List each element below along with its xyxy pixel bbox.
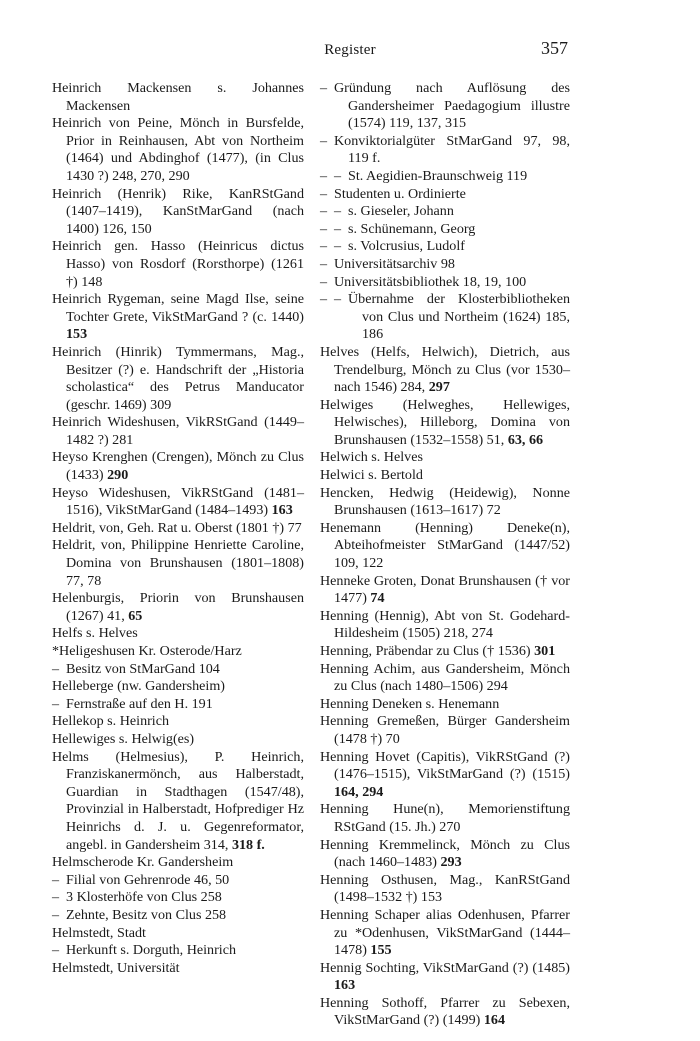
entry-text: 3 Klosterhöfe von Clus 258 [66,889,222,906]
index-entry [52,537,304,590]
index-entry [320,749,570,802]
subentry-dash: – [320,238,328,255]
entry-text: Heldrit, von, Philippine Henriette Caroline, Domina von Brunshausen (1801–1808) 77, 78 [52,537,304,589]
index-entry [320,485,570,520]
index-entry [320,995,570,1030]
entry-text: Heinrich (Henrik) Rike, KanRStGand (1407–1419), KanStMarGand (nach 1400) 126, 150 [52,185,304,237]
index-subentry [52,872,304,890]
page-reference-bold: 290 [107,467,129,484]
page-reference-bold: 74 [370,590,385,607]
entry-text: s. Schünemann, Georg [348,220,476,237]
entry-text: Heinrich (Hinrik) Tymmermans, Mag., Besitzer (?) e. Handschrift der „Historia scholastica“ des Petrus Manducator (geschr. 1469) 309 [52,343,304,413]
entry-text: Henning Deneken s. Henemann [320,695,500,712]
index-column-left [52,80,304,977]
index-subentry [320,203,570,221]
entry-text: Hencken, Hedwig (Heidewig), Nonne Brunshausen (1613–1617) 72 [320,484,570,519]
subentry-dash: – [320,255,328,272]
page-reference-bold: 163 [334,977,356,994]
index-column-right [320,80,570,1030]
index-entry [320,449,570,467]
index-entry [320,713,570,748]
index-subentry [320,238,570,256]
index-entry [320,661,570,696]
page-reference-bold: 297 [428,379,450,396]
index-entry [52,925,304,943]
index-entry [320,344,570,397]
index-entry [320,960,570,995]
index-entry [320,397,570,450]
entry-text: Henning Hovet (Capitis), VikRStGand (?) (1476–1515), VikStMarGand (?) (1515) [320,748,570,783]
entry-text: *Heligeshusen Kr. Osterode/Harz [52,643,242,659]
index-entry [320,872,570,907]
entry-text: Helmstedt, Stadt [52,924,146,941]
entry-text: Henning Sothoff, Pfarrer zu Sebexen, VikStMarGand (?) (1499) [320,994,570,1029]
entry-text: Henning Osthusen, Mag., KanRStGand (1498–1532 †) 153 [320,871,570,906]
entry-text: Henemann (Henning) Deneke(n), Abteihofmeister StMarGand (1447/52) 109, 122 [320,519,570,572]
entry-text: Henning Achim, aus Gandersheim, Mönch zu Clus (nach 1480–1506) 294 [320,660,570,695]
entry-text: Besitz von StMarGand 104 [66,660,220,677]
index-entry [320,608,570,643]
page-reference-bold: 293 [440,854,462,871]
index-entry [52,960,304,978]
index-subentry [320,274,570,292]
entry-text: Heinrich Wideshusen, VikRStGand (1449–1482 ?) 281 [52,414,304,448]
page-reference-bold: 63, 66 [507,431,544,448]
entry-text: Universitätsbibliothek 18, 19, 100 [334,273,527,290]
entry-text: Studenten u. Ordinierte [334,185,466,202]
entry-text: Universitätsarchiv 98 [334,255,455,272]
index-entry [52,713,304,731]
index-subentry [52,696,304,714]
index-subentry [320,133,570,168]
index-entry [52,520,304,538]
index-subentry [320,168,570,186]
index-entry [320,573,570,608]
entry-text: Henning (Hennig), Abt von St. Godehard-Hildesheim (1505) 218, 274 [320,607,570,642]
page-reference-bold: 164 [483,1012,505,1029]
index-entry [52,590,304,625]
page-header [0,38,700,66]
index-entry [52,643,304,661]
index-subentry [52,942,304,960]
entry-text: Henning Gremeßen, Bürger Gandersheim (1478 †) 70 [320,713,570,747]
index-subentry [52,889,304,907]
subentry-dash: – [52,695,60,712]
index-entry [320,907,570,960]
entry-text: Helmscherode Kr. Gandersheim [52,854,234,871]
entry-text: Fernstraße auf den H. 191 [66,695,213,712]
entry-text: Helenburgis, Priorin von Brunshausen (1267) 41, [52,590,304,624]
entry-text: Hellewiges s. Helwig(es) [52,730,195,747]
subentry-dash: – [52,660,60,677]
subentry-dash: – [320,291,328,308]
entry-text: Helwich s. Helves [320,449,423,466]
index-entry [52,344,304,414]
subentry-dash: – [320,80,328,96]
entry-text: St. Aegidien-Braunschweig 119 [348,167,528,184]
page-reference-bold: 164, 294 [334,783,384,800]
entry-text: Heyso Krenghen (Crengen), Mönch zu Clus (1433) [52,449,304,484]
subentry-dash: – [334,203,342,220]
subentry-dash: – [320,273,328,290]
entry-text: Gründung nach Auflösung des Gandersheimer Paedagogium illustre (1574) 119, 137, 315 [334,80,570,132]
index-entry [320,696,570,714]
index-entry [52,291,304,344]
entry-text: Konviktorialgüter StMarGand 97, 98, 119 f. [334,132,570,167]
index-subentry [320,256,570,274]
index-entry [52,449,304,484]
entry-text: Filial von Gehrenrode 46, 50 [66,871,230,888]
index-entry [52,625,304,643]
page-reference-bold: 155 [370,942,392,959]
page-number: 357 [541,38,568,58]
subentry-dash: – [334,167,342,184]
entry-text: Zehnte, Besitz von Clus 258 [66,906,227,923]
entry-text: Henning Hune(n), Memorienstiftung RStGand (15. Jh.) 270 [320,801,570,835]
subentry-dash: – [334,220,342,237]
entry-text: Helms (Helmesius), P. Heinrich, Franziskanermönch, aus Halberstadt, Guardian in Stadthagen (1547/48), Provinzial in Halberstadt, Hofprediger Hz Heinrichs d. J. u. Gegenreformator, angebl. in Gandersheim 314, [52,748,304,853]
index-entry [52,485,304,520]
entry-text: Henning Kremmelinck, Mönch zu Clus (nach 1460–1483) [320,836,570,871]
entry-text: Helves (Helfs, Helwich), Dietrich, aus Trendelburg, Mönch zu Clus (vor 1530–nach 1546) 284, [320,343,570,396]
entry-text: s. Gieseler, Johann [348,203,454,220]
index-subentry [52,907,304,925]
index-entry [52,186,304,239]
index-entry [52,749,304,855]
entry-text: Helmstedt, Universität [52,959,180,976]
entry-text: Heyso Wideshusen, VikRStGand (1481–1516), VikStMarGand (1484–1493) [52,484,304,519]
index-entry [52,414,304,449]
running-head: Register [324,42,376,58]
subentry-dash: – [320,185,328,202]
entry-text: Helwiges (Helweghes, Hellewiges, Helwisches), Hilleborg, Domina von Brunshausen (1532–1558) 51, [320,396,570,448]
entry-text: Heinrich von Peine, Mönch in Bursfelde, Prior in Reinhausen, Abt von Northeim (1464) und Abdinghof (1477), (in Clus 1430 ?) 248, 270, 290 [52,115,304,184]
page-reference-bold: 318 f. [231,836,265,853]
entry-text: Helfs s. Helves [52,625,138,642]
page-reference-bold: 163 [271,502,293,519]
page-reference-bold: 301 [534,643,556,659]
index-subentry [52,661,304,679]
subentry-dash: – [52,906,60,923]
index-entry [320,467,570,485]
subentry-dash: – [334,238,342,255]
index-entry [320,801,570,836]
entry-text: Heinrich gen. Hasso (Heinricus dictus Hasso) von Rosdorf (Rorsthorpe) (1261 †) 148 [52,238,304,290]
entry-text: Hennig Sochting, VikStMarGand (?) (1485) [320,959,570,976]
entry-text: Henning, Präbendar zu Clus († 1536) [320,643,535,659]
subentry-dash: – [52,871,60,888]
index-subentry [320,291,570,344]
index-entry [52,80,304,115]
subentry-dash: – [52,889,60,906]
index-entry [52,731,304,749]
entry-text: Helwici s. Bertold [320,467,423,484]
entry-text: Herkunft s. Dorguth, Heinrich [66,942,237,959]
subentry-dash: – [52,942,60,959]
index-entry [52,854,304,872]
entry-text: Helleberge (nw. Gandersheim) [52,678,225,695]
subentry-dash: – [320,167,328,184]
entry-text: s. Volcrusius, Ludolf [348,238,465,255]
subentry-dash: – [320,203,328,220]
subentry-dash: – [320,132,328,149]
index-entry [320,837,570,872]
entry-text: Hellekop s. Heinrich [52,713,170,730]
page-reference-bold: 153 [66,326,88,343]
entry-text: Heinrich Rygeman, seine Magd Ilse, seine Tochter Grete, VikStMarGand ? (c. 1440) [52,291,304,325]
index-entry [320,520,570,573]
entry-text: Übernahme der Klosterbibliotheken von Clus und Northeim (1624) 185, 186 [348,291,570,343]
subentry-dash: – [334,291,342,308]
index-subentry [320,80,570,133]
entry-text: Heinrich Mackensen s. Johannes Mackensen [52,80,304,114]
entry-text: Henneke Groten, Donat Brunshausen († vor 1477) [320,572,570,607]
index-entry [52,115,304,185]
entry-text: Heldrit, von, Geh. Rat u. Oberst (1801 †) 77 [52,519,302,536]
index-entry [52,678,304,696]
index-subentry [320,186,570,204]
entry-text: Henning Schaper alias Odenhusen, Pfarrer zu *Odenhusen, VikStMarGand (1444–1478) [320,906,570,959]
page-reference-bold: 65 [128,607,143,624]
index-entry [52,238,304,291]
index-subentry [320,221,570,239]
subentry-dash: – [320,220,328,237]
index-entry [320,643,570,661]
